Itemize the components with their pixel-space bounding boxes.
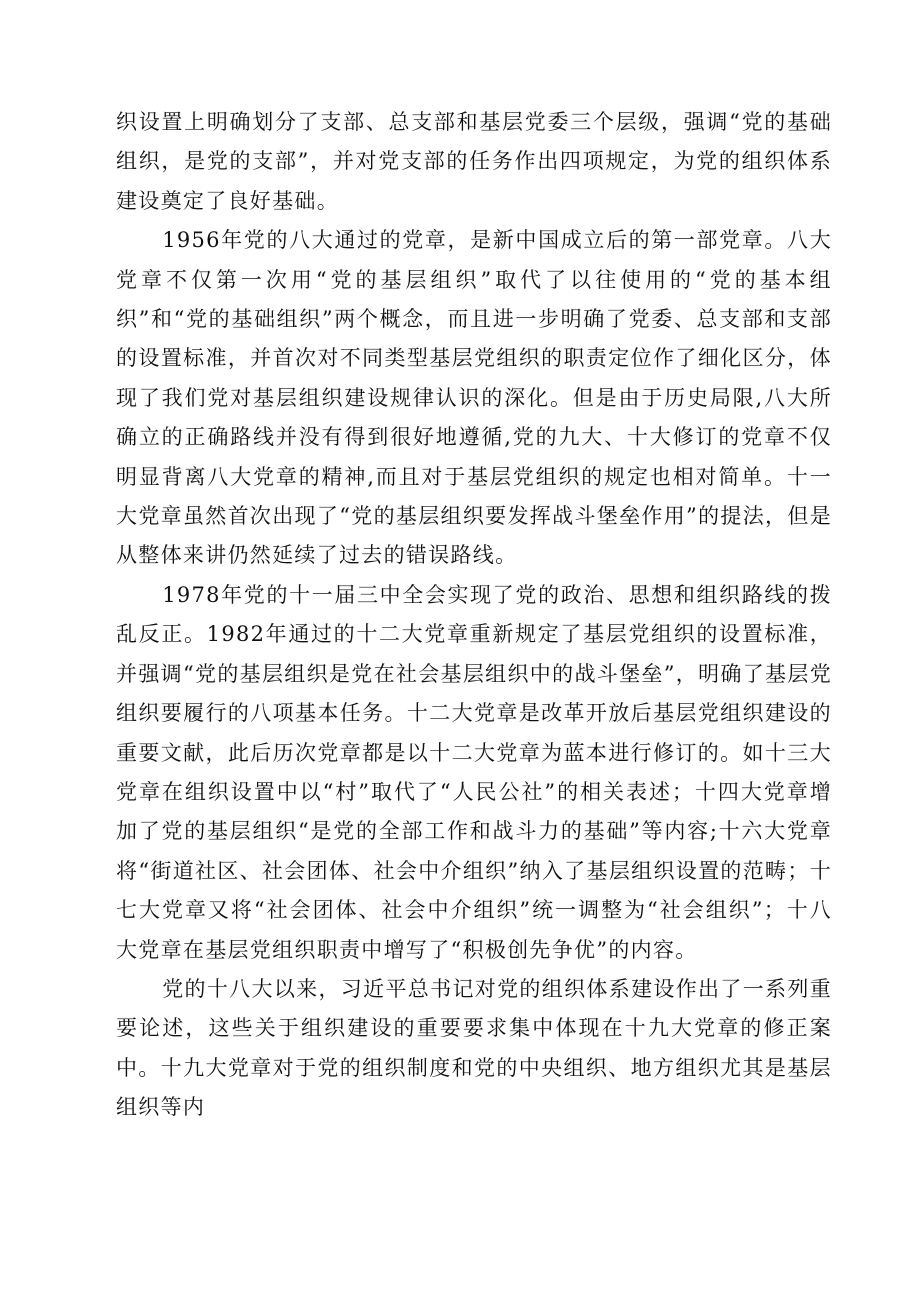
paragraph-2: 1956年党的八大通过的党章，是新中国成立后的第一部党章。八大党章不仅第一次用“党的基层组织”取代了以往使用的“党的基本组织”和“党的基础组织”两个概念，而且进一步明确了党委、总支部和支部的设置标准，并首次对不同类型基层党组织的职责定位作了细化区分，体现了我们党对基层组织建设规律认识的深化。但是由于历史局限,八大所确立的正确路线并没有得到很好地遵循,党的九大、十大修订的党章不仅明显背离八大党章的精神,而且对于基层党组织的规定也相对简单。十一大党章虽然首次出现了“党的基层组织要发挥战斗堡垒作用”的提法，但是从整体来讲仍然延续了过去的错误路线。 (116, 228, 832, 568)
paragraph-1: 织设置上明确划分了支部、总支部和基层党委三个层级，强调“党的基础组织，是党的支部”，并对党支部的任务作出四项规定，为党的组织体系建设奠定了良好基础。 (116, 110, 832, 213)
document-body (116, 103, 832, 1128)
paragraph-3: 1978年党的十一届三中全会实现了党的政治、思想和组织路线的拨乱反正。1982年通过的十二大党章重新规定了基层党组织的设置标准，并强调“党的基层组织是党在社会基层组织中的战斗堡垒”，明确了基层党组织要履行的八项基本任务。十二大党章是改革开放后基层党组织建设的重要文献，此后历次党章都是以十二大党章为蓝本进行修订的。如十三大党章在组织设置中以“村”取代了“人民公社”的相关表述；十四大党章增加了党的基层组织“是党的全部工作和战斗力的基础”等内容;十六大党章将“街道社区、社会团体、社会中介组织”纳入了基层组织设置的范畴；十七大党章又将“社会团体、社会中介组织”统一调整为“社会组织”；十八大党章在基层党组织职责中增写了“积极创先争优”的内容。 (116, 582, 832, 962)
paragraph-4: 党的十八大以来，习近平总书记对党的组织体系建设作出了一系列重要论述，这些关于组织建设的重要要求集中体现在十九大党章的修正案中。十九大党章对于党的组织制度和党的中央组织、地方组织尤其是基层组织等内 (116, 976, 832, 1120)
